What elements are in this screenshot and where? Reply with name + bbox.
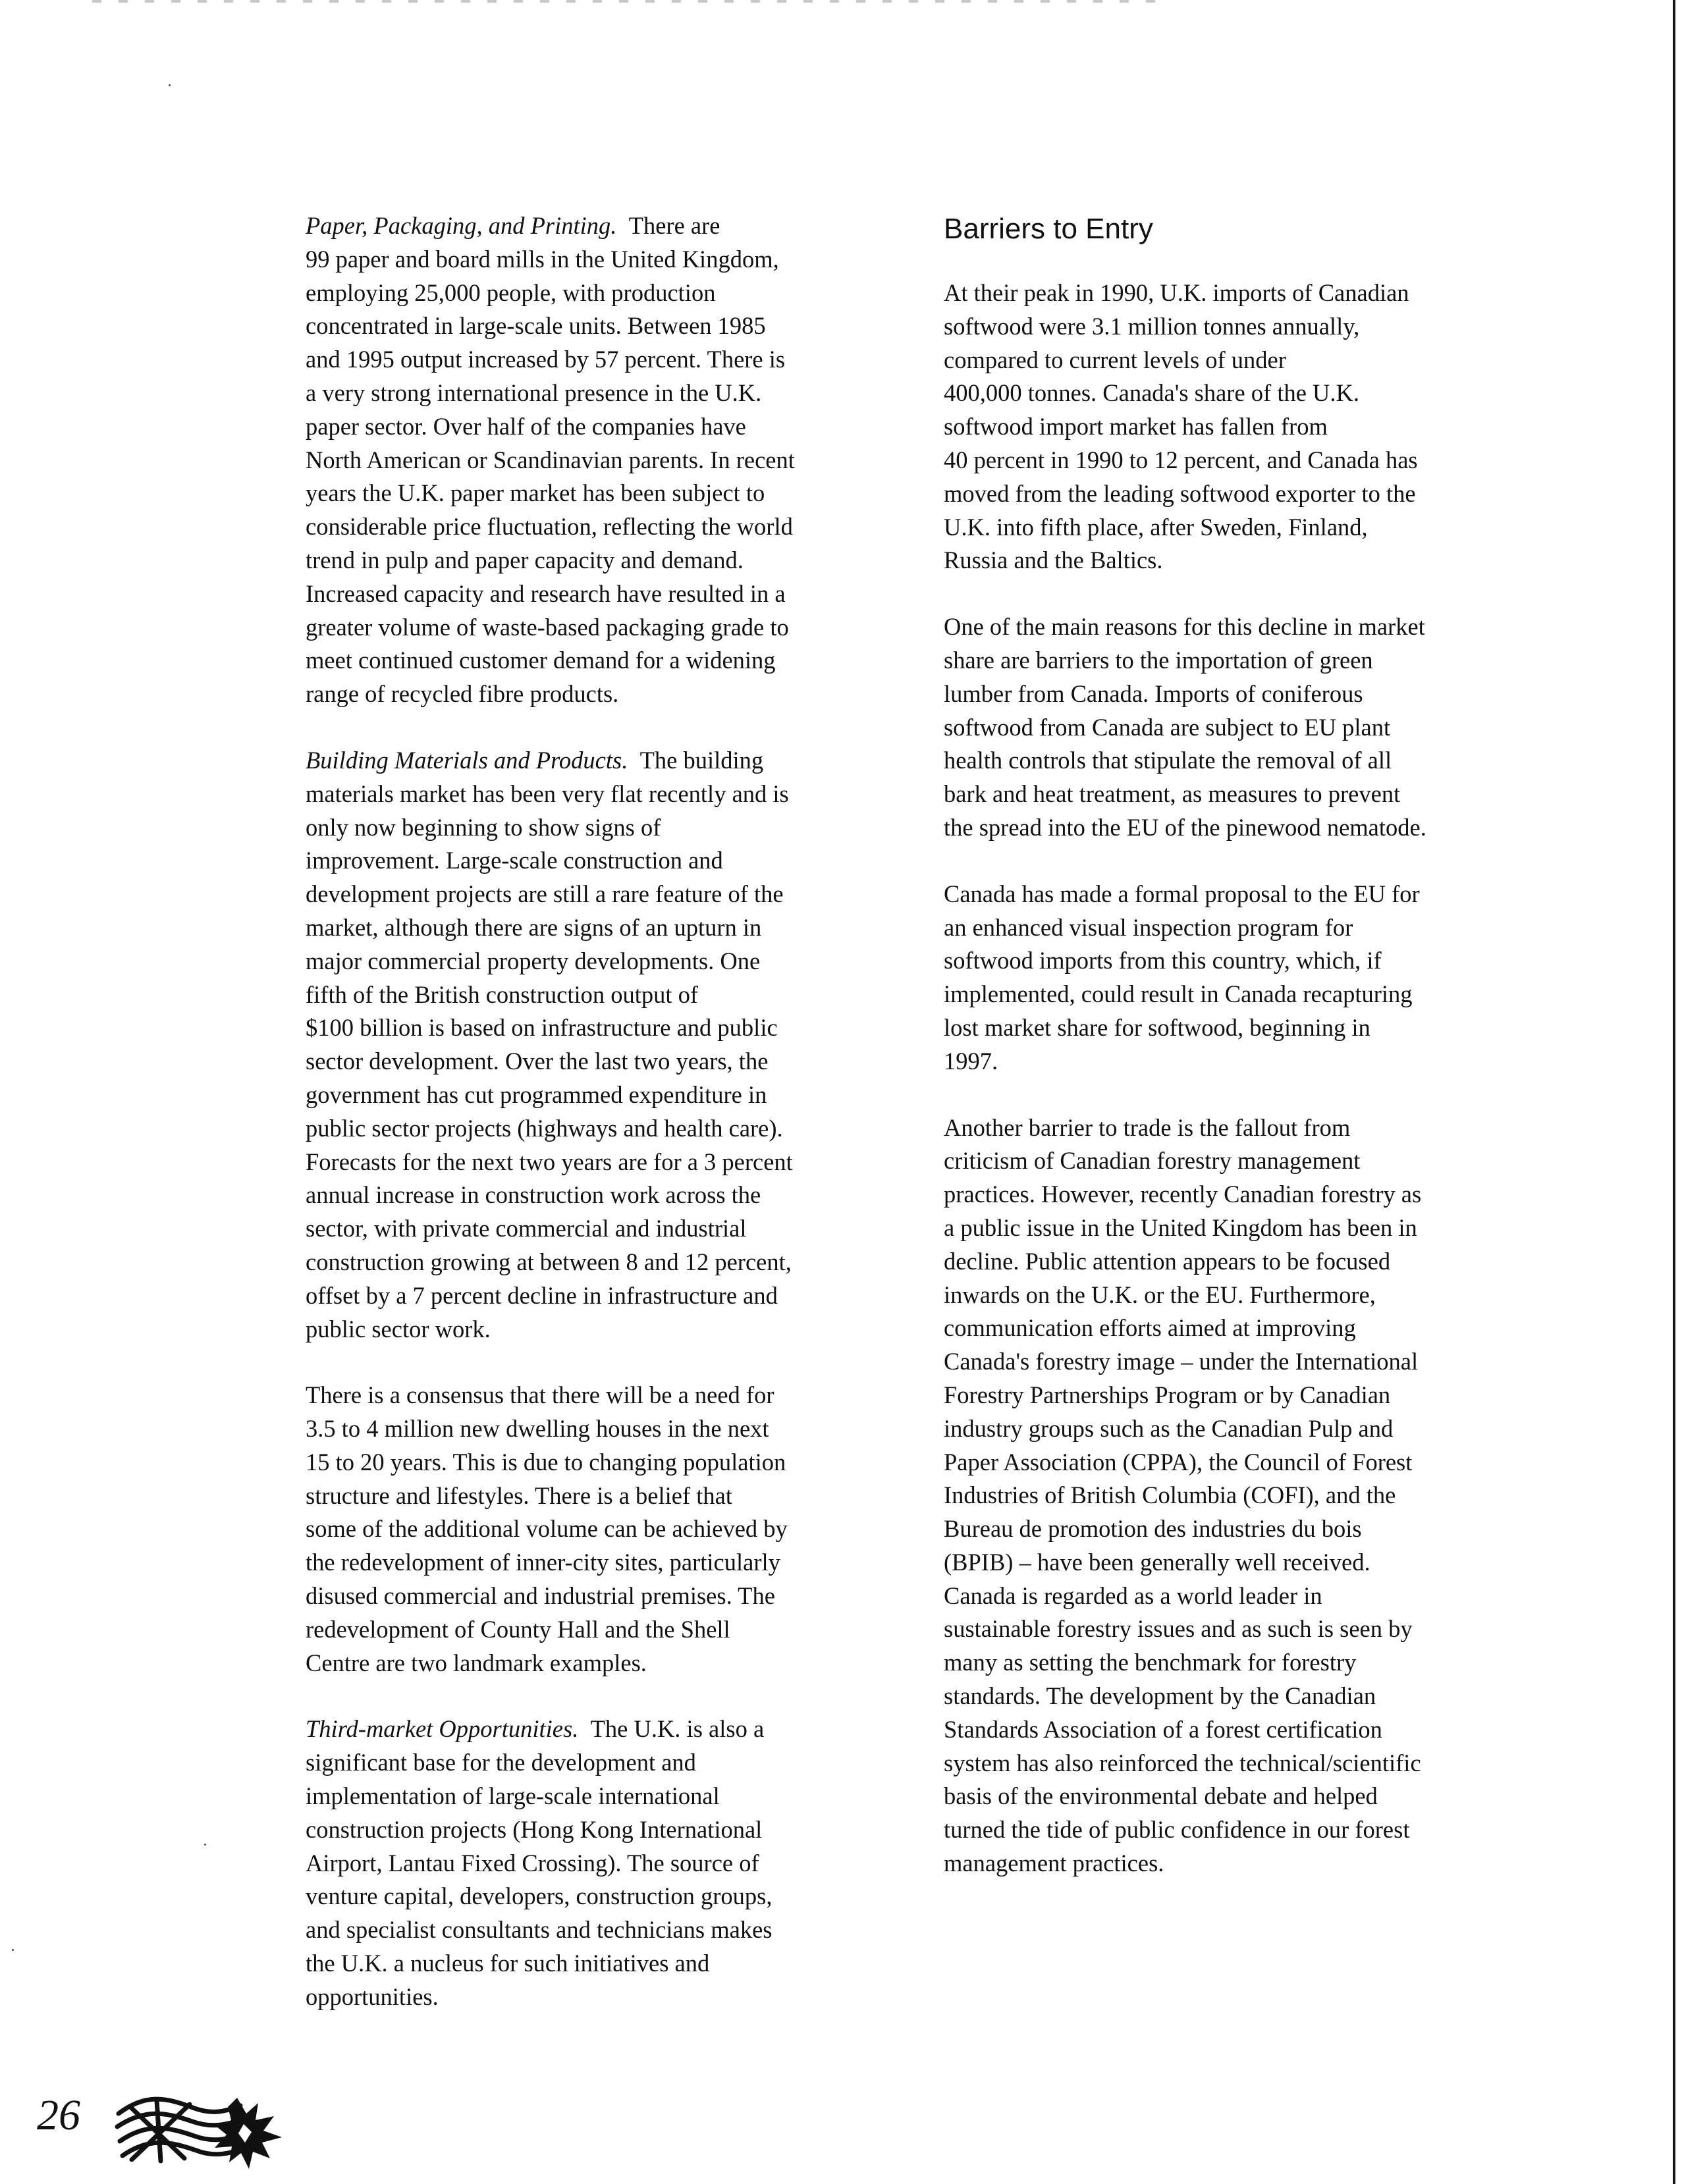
text-line: greater volume of waste-based packaging grade to	[306, 613, 789, 641]
text-line: materials market has been very flat recently and is	[306, 780, 789, 807]
text-line: Airport, Lantau Fixed Crossing). The source of	[306, 1849, 759, 1877]
paragraph-building-materials: Building Materials and Products. The building materials market has been very flat recently and is only now beginning to show signs of improvement. Large-scale construction and development projects are still a rare feature of the market, although there are signs of an upturn in major commercial property developments. One fifth of the British construction output of $100 billion is based on infrastructure and public sector development. Over the last two years, the government has cut programmed expenditure in public sector projects (highways and health care). Forecasts for the next two years are for a 3 percent annual increase in construction work across the sector, with private commercial and industrial construction growing at between 8 and 12 percent, offset by a 7 percent decline in infrastructure and public sector work.	[306, 744, 898, 1346]
text-line: Canada is regarded as a world leader in	[944, 1582, 1322, 1609]
text-line: softwood imports from this country, which, if	[944, 947, 1382, 974]
union-jack-maple-leaf-flag-icon	[105, 2074, 303, 2173]
text-line: softwood import market has fallen from	[944, 413, 1328, 440]
text-line: disused commercial and industrial premises. The	[306, 1582, 775, 1610]
text-line: improvement. Large-scale construction and	[306, 847, 723, 874]
text-line: some of the additional volume can be achieved by	[306, 1515, 788, 1543]
text-line: employing 25,000 people, with production	[306, 279, 716, 306]
text-line: development projects are still a rare feature of the	[306, 880, 784, 908]
text-line: lumber from Canada. Imports of coniferous	[944, 679, 1363, 707]
text-line: construction projects (Hong Kong International	[306, 1815, 763, 1843]
text-line: criticism of Canadian forestry management	[944, 1147, 1361, 1175]
text-line: share are barriers to the importation of green	[944, 646, 1373, 674]
scan-speck	[169, 84, 171, 86]
paragraph-forestry-image	[944, 1111, 1536, 1880]
run-in-heading: Building Materials and Products.	[306, 746, 628, 774]
text-line: government has cut programmed expenditure in	[306, 1080, 767, 1108]
text-line: $100 billion is based on infrastructure and public	[306, 1014, 778, 1042]
text-line: Standards Association of a forest certification	[944, 1715, 1382, 1743]
text-line: Industries of British Columbia (COFI), and the	[944, 1481, 1396, 1509]
text-line: major commercial property developments. One	[306, 947, 761, 974]
text-line: management practices.	[944, 1850, 1164, 1877]
text-line: bark and heat treatment, as measures to prevent	[944, 780, 1401, 808]
text-line: softwood from Canada are subject to EU plant	[944, 713, 1391, 741]
left-column	[306, 209, 898, 2014]
text-line: At their peak in 1990, U.K. imports of Canadian	[944, 279, 1409, 306]
text-line: paper sector. Over half of the companies have	[306, 412, 746, 440]
run-in-heading: Third-market Opportunities.	[306, 1715, 579, 1743]
text-line: standards. The development by the Canadian	[944, 1682, 1376, 1710]
text-line: trend in pulp and paper capacity and demand.	[306, 546, 744, 573]
text-line: lost market share for softwood, beginning in	[944, 1013, 1370, 1041]
text-line: Paper Association (CPPA), the Council of Forest	[944, 1448, 1413, 1476]
text-line: meet continued customer demand for a widening	[306, 647, 776, 674]
section-title: Barriers to Entry	[944, 213, 1153, 245]
page-number: 26	[37, 2091, 80, 2139]
text-line: public sector projects (highways and health care).	[306, 1114, 783, 1142]
paragraph-inspection-proposal	[944, 878, 1536, 1079]
text-line: 40 percent in 1990 to 12 percent, and Canada has	[944, 446, 1418, 473]
text-line: 400,000 tonnes. Canada's share of the U.K.	[944, 379, 1359, 407]
text-line: (BPIB) – have been generally well received.	[944, 1548, 1370, 1576]
text-line: There is a consensus that there will be a need for	[306, 1381, 774, 1409]
paragraph-import-decline	[944, 277, 1536, 577]
text-line: sector, with private commercial and industrial	[306, 1215, 747, 1242]
text-line: inwards on the U.K. or the EU. Furthermore,	[944, 1281, 1376, 1308]
text-line: Another barrier to trade is the fallout from	[944, 1113, 1351, 1141]
paragraph-third-market: Third-market Opportunities. The U.K. is also a significant base for the development and implementation of large-scale international construction projects (Hong Kong International Airport, Lantau Fixed Crossing). The source of venture capital, developers, construction groups, and specialist consultants and technicians makes the U.K. a nucleus for such initiatives and opportunities.	[306, 1713, 898, 2013]
text-line: health controls that stipulate the removal of all	[944, 747, 1392, 774]
run-in-heading: Paper, Packaging, and Printing.	[306, 212, 617, 239]
text-line: turned the tide of public confidence in our forest	[944, 1816, 1410, 1844]
text-line: U.K. into fifth place, after Sweden, Finland,	[944, 513, 1368, 541]
text-line: Increased capacity and research have resulted in a	[306, 579, 786, 607]
text-line: market, although there are signs of an upturn in	[306, 913, 762, 941]
right-column	[944, 211, 1536, 1880]
text-line: a public issue in the United Kingdom has been in	[944, 1213, 1417, 1241]
paragraph-housing	[306, 1379, 898, 1680]
text-line: structure and lifestyles. There is a belief that	[306, 1481, 732, 1509]
text-line: basis of the environmental debate and helped	[944, 1782, 1378, 1810]
text-line: decline. Public attention appears to be focused	[944, 1247, 1391, 1275]
scan-artifact-top	[92, 0, 1172, 3]
text-line: industry groups such as the Canadian Pulp and	[944, 1414, 1394, 1442]
text-line: and 1995 output increased by 57 percent. There is	[306, 346, 786, 373]
text-line: 3.5 to 4 million new dwelling houses in the next	[306, 1415, 769, 1443]
text-line: only now beginning to show signs of	[306, 813, 661, 841]
paragraph-plant-health	[944, 610, 1536, 845]
text-line: and specialist consultants and technicians makes	[306, 1916, 773, 1944]
text-line: Canada's forestry image – under the International	[944, 1348, 1419, 1375]
text-line: implemented, could result in Canada recapturing	[944, 980, 1413, 1008]
text-line: implementation of large-scale international	[306, 1782, 720, 1810]
text-line: venture capital, developers, construction groups,	[306, 1882, 773, 1910]
paragraph-paper-packaging: Paper, Packaging, and Printing. There are 99 paper and board mills in the United Kingdom, employing 25,000 people, with production concentrated in large-scale units. Between 1985 and 1995 output increased by 57 percent. There is a very strong international presence in the U.K. paper sector. Over half of the companies have North American or Scandinavian parents. In recent years the U.K. paper market has been subject to considerable price fluctuation, reflecting the world trend in pulp and paper capacity and demand. Increased capacity and research have resulted in a greater volume of waste-based packaging grade to meet continued customer demand for a widening range of recycled fibre products.	[306, 209, 898, 711]
text-line: Forestry Partnerships Program or by Canadian	[944, 1381, 1391, 1408]
text-line: opportunities.	[306, 1983, 439, 2010]
text-line: system has also reinforced the technical/scientific	[944, 1749, 1421, 1776]
text-line: many as setting the benchmark for forestry	[944, 1649, 1357, 1676]
text-line: 1997.	[944, 1047, 998, 1075]
page-edge-shadow	[1673, 0, 1675, 2184]
text-line: softwood were 3.1 million tonnes annually,	[944, 312, 1360, 340]
text-line: redevelopment of County Hall and the Shell	[306, 1615, 730, 1643]
text-line: offset by a 7 percent decline in infrastructure and	[306, 1281, 778, 1309]
text-line: the spread into the EU of the pinewood nematode.	[944, 813, 1426, 841]
text-line: significant base for the development and	[306, 1749, 696, 1776]
text-line: 15 to 20 years. This is due to changing population	[306, 1448, 786, 1476]
text-line: compared to current levels of under	[944, 346, 1286, 373]
text-line: construction growing at between 8 and 12 percent,	[306, 1248, 792, 1275]
text-line: North American or Scandinavian parents. In recent	[306, 446, 795, 473]
scan-speck	[204, 1844, 206, 1846]
text-line: annual increase in construction work across the	[306, 1181, 761, 1209]
text-line: concentrated in large-scale units. Between 1985	[306, 312, 766, 340]
text-line: Russia and the Baltics.	[944, 546, 1163, 574]
text-line: practices. However, recently Canadian forestry as	[944, 1181, 1422, 1208]
scan-speck	[12, 1949, 14, 1951]
text-line: sustainable forestry issues and as such is seen by	[944, 1615, 1413, 1643]
text-line: One of the main reasons for this decline in market	[944, 613, 1425, 641]
text-line: years the U.K. paper market has been subject to	[306, 479, 765, 507]
text-line: an enhanced visual inspection program for	[944, 913, 1353, 941]
text-line: Centre are two landmark examples.	[306, 1649, 647, 1676]
text-line: Bureau de promotion des industries du bois	[944, 1515, 1362, 1543]
text-line: public sector work.	[306, 1315, 491, 1343]
text-line: 99 paper and board mills in the United Kingdom,	[306, 245, 779, 273]
text-line: Forecasts for the next two years are for a 3 percent	[306, 1148, 793, 1175]
text-line: sector development. Over the last two years, the	[306, 1048, 769, 1075]
text-line: Canada has made a formal proposal to the EU for	[944, 880, 1420, 907]
text-line: considerable price fluctuation, reflecting the world	[306, 513, 793, 541]
text-line: the U.K. a nucleus for such initiatives and	[306, 1950, 710, 1977]
text-line: a very strong international presence in the U.K.	[306, 379, 762, 406]
text-line: fifth of the British construction output of	[306, 980, 699, 1008]
text-line: range of recycled fibre products.	[306, 680, 619, 708]
text-line: moved from the leading softwood exporter to the	[944, 479, 1416, 507]
text-line: the redevelopment of inner-city sites, particularly	[306, 1549, 780, 1576]
text-line: communication efforts aimed at improving	[944, 1314, 1356, 1342]
